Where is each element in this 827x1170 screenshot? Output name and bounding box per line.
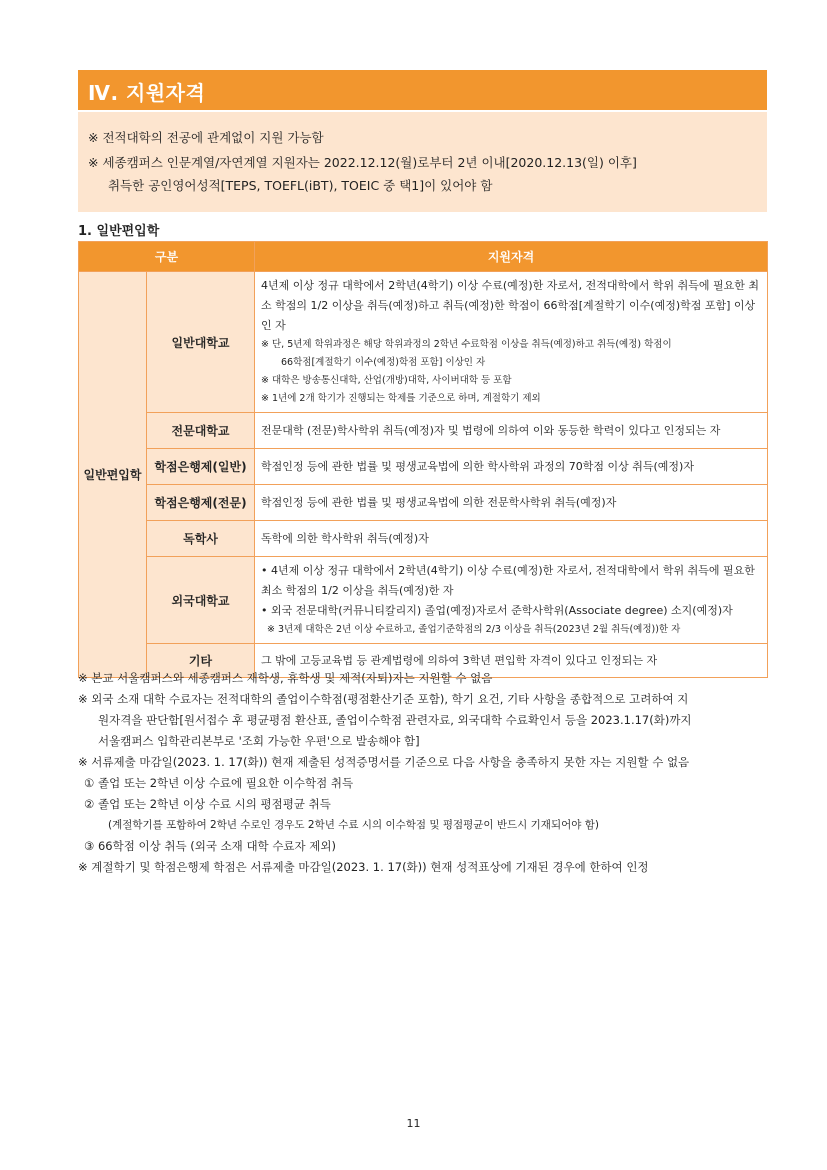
row-text: 전문대학 (전문)학사학위 취득(예정)자 및 법령에 의하여 이와 동등한 학력이 있다고 인정되는 자 — [255, 413, 768, 449]
notice-box — [78, 112, 767, 212]
row-label: 전문대학교 — [147, 413, 255, 449]
table-row — [79, 449, 768, 485]
table-row — [79, 413, 768, 449]
footnote-continued: 원자격을 판단함[원서접수 후 평균평점 환산표, 졸업이수학점 관련자료, 외국대학 수료확인서 등을 2023.1.17(화)까지 — [98, 713, 692, 727]
table-header-qualification: 지원자격 — [255, 242, 768, 272]
footnote-item: ① 졸업 또는 2학년 이상 수료에 필요한 이수학점 취득 — [84, 776, 354, 790]
footnote-item: ③ 66학점 이상 취득 (외국 소재 대학 수료자 제외) — [84, 839, 337, 853]
table-row — [79, 272, 768, 413]
footnote-item: ② 졸업 또는 2학년 이상 수료 시의 평점평균 취득 — [84, 797, 331, 811]
row-text: 학점인정 등에 관한 법률 및 평생교육법에 의한 학사학위 과정의 70학점 이상 취득(예정)자 — [255, 449, 768, 485]
row-label: 학점은행제(일반) — [147, 449, 255, 485]
row-note: ※ 단, 5년제 학위과정은 해당 학위과정의 2학년 수료학점 이상을 취득(예정)하고 취득(예정) 학점이 — [261, 339, 672, 350]
row-label: 외국대학교 — [147, 557, 255, 644]
row-note: ※ 대학은 방송통신대학, 산업(개방)대학, 사이버대학 등 포함 — [261, 375, 512, 386]
notice-line-1: ※ 전적대학의 전공에 관계없이 지원 가능함 — [88, 130, 324, 145]
section-header-bar — [78, 70, 767, 110]
section-header-title: Ⅳ. 지원자격 — [88, 81, 206, 105]
table-header-row — [79, 242, 768, 272]
table-header-category: 구분 — [79, 242, 255, 272]
row-text: 학점인정 등에 관한 법률 및 평생교육법에 의한 전문학사학위 취득(예정)자 — [255, 485, 768, 521]
footnote-item-note: (계절학기를 포함하여 2학년 수로인 경우도 2학년 수료 시의 이수학점 및 평점평균이 반드시 기재되어야 함) — [108, 819, 599, 831]
page-number: 11 — [406, 1117, 421, 1130]
row-note: 66학점[계절학기 이수(예정)학점 포함] 이상인 자 — [281, 357, 486, 368]
notice-line-2: ※ 세종캠퍼스 인문계열/자연계열 지원자는 2022.12.12(월)로부터 2년 이내[2020.12.13(일) 이후] — [88, 155, 637, 170]
row-text: 그 밖에 고등교육법 등 관계법령에 의하여 3학년 편입학 자격이 있다고 인정되는 자 — [255, 644, 768, 678]
table-row — [79, 521, 768, 557]
row-label: 기타 — [147, 644, 255, 678]
footnotes — [78, 668, 778, 878]
footnote: ※ 본교 서울캠퍼스와 세종캠퍼스 재학생, 휴학생 및 제적(자퇴)자는 지원할 수 없음 — [78, 671, 493, 685]
footnote: ※ 서류제출 마감일(2023. 1. 17(화)) 현재 제출된 성적증명서를 기준으로 다음 사항을 충족하지 못한 자는 지원할 수 없음 — [78, 755, 690, 769]
row-text: 4년제 이상 정규 대학에서 2학년(4학기) 이상 수료(예정)한 자로서, 전적대학에서 학위 취득에 필요한 최소 학점의 1/2 이상을 취득(예정)하고 취득(예정)한 학점이 66학점[계절학기 이수(예정)학점 포함] 이상인 자 — [261, 279, 760, 332]
row-text: • 외국 전문대학(커뮤니티칼리지) 졸업(예정)자로서 준학사학위(Associate degree) 소지(예정)자 — [261, 604, 733, 617]
row-note: ※ 3년제 대학은 2년 이상 수료하고, 졸업기준학점의 2/3 이상을 취득(2023년 2월 취득(예정))한 자 — [267, 624, 681, 635]
footnote: ※ 계절학기 및 학점은행제 학점은 서류제출 마감일(2023. 1. 17(화)) 현재 성적표상에 기재된 경우에 한하여 인정 — [78, 860, 649, 874]
qualification-table — [78, 241, 768, 678]
row-label: 독학사 — [147, 521, 255, 557]
footnote: ※ 외국 소재 대학 수료자는 전적대학의 졸업이수학점(평점환산기준 포함), 학기 요건, 기타 사항을 종합적으로 고려하여 지 — [78, 692, 689, 706]
row-label: 일반대학교 — [147, 272, 255, 413]
row-note: ※ 1년에 2개 학기가 진행되는 학제를 기준으로 하며, 계절학기 제외 — [261, 393, 541, 404]
section-title: 1. 일반편입학 — [78, 224, 160, 239]
row-content — [255, 272, 768, 413]
row-text: • 4년제 이상 정규 대학에서 2학년(4학기) 이상 수료(예정)한 자로서, 전적대학에서 학위 취득에 필요한 최소 학점의 1/2 이상을 취득(예정)한 자 — [261, 564, 755, 597]
table-row — [79, 485, 768, 521]
category-cell: 일반편입학 — [79, 272, 147, 678]
footnote-continued: 서울캠퍼스 입학관리본부로 '조회 가능한 우편'으로 발송해야 함] — [98, 734, 420, 748]
table-row — [79, 557, 768, 644]
row-content — [255, 557, 768, 644]
row-text: 독학에 의한 학사학위 취득(예정)자 — [255, 521, 768, 557]
notice-line-3: 취득한 공인영어성적[TEPS, TOEFL(iBT), TOEIC 중 택1]이 있어야 함 — [108, 178, 493, 193]
row-label: 학점은행제(전문) — [147, 485, 255, 521]
